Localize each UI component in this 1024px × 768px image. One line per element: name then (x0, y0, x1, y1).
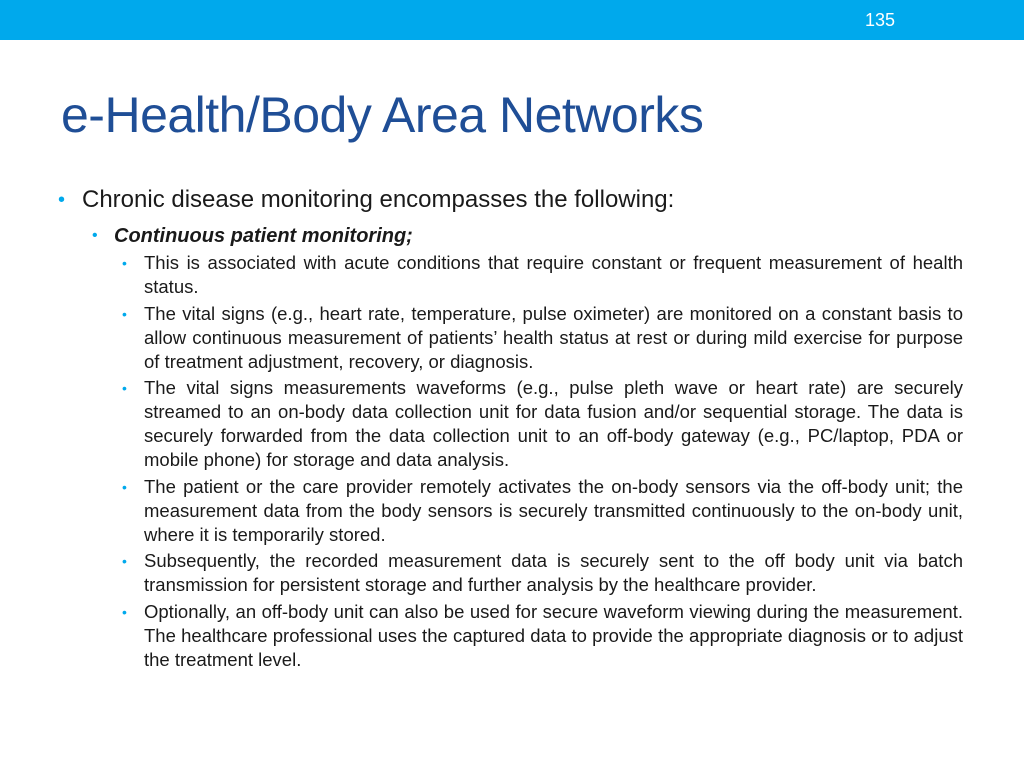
bullet-dot-icon: • (92, 227, 98, 244)
list-item (122, 475, 963, 547)
bullet-dot-icon: • (122, 553, 127, 569)
bullet-level2 (92, 223, 413, 249)
bullet-dot-icon: • (122, 603, 127, 620)
bullet-dot-icon: • (122, 380, 127, 396)
bullet-level1-text: Chronic disease monitoring encompasses the following: (82, 186, 675, 213)
slide-number: 135 (864, 10, 896, 30)
slide-title: e-Health/Body Area Networks (61, 87, 704, 143)
bullet-dot-icon: • (58, 189, 66, 211)
list-item-text: The vital signs measurements waveforms (e.g., pulse pleth wave or heart rate) are securely streamed to an on-body data collection unit for data fusion and/or sequential storage. The data is securely forwarded from the data collection unit to an off-body gateway (e.g., PC/laptop, PDA or mobile phone) for storage and data analysis. (144, 377, 963, 470)
bullet-dot-icon: • (122, 478, 127, 495)
list-item-text: The vital signs (e.g., heart rate, temperature, pulse oximeter) are monitored on a constant basis to allow continuous measurement of patients’ health status at rest or during mild exercise for purpose of treatment adjustment, recovery, or diagnosis. (144, 302, 963, 372)
bullet-level1 (58, 185, 675, 215)
list-item-text: Subsequently, the recorded measurement data is securely sent to the off body unit via batch transmission for persistent storage and further analysis by the healthcare provider. (144, 550, 963, 595)
list-item (122, 549, 963, 597)
list-item-text: The patient or the care provider remotely activates the on-body sensors via the off-body unit; the measurement data from the body sensors is securely transmitted continuously to the on-body unit, where it is temporarily stored. (144, 475, 963, 545)
bullet-level3-list (122, 251, 963, 674)
list-item (122, 251, 963, 299)
list-item-text: This is associated with acute conditions that require constant or frequent measurement of health status. (144, 252, 963, 297)
list-item-text: Optionally, an off-body unit can also be used for secure waveform viewing during the measurement. The healthcare professional uses the captured data to provide the appropriate diagnosis or to adjust the treatment level. (144, 600, 963, 670)
list-item (122, 376, 963, 472)
bullet-dot-icon: • (122, 305, 127, 322)
list-item (122, 600, 963, 672)
bullet-dot-icon: • (122, 255, 127, 271)
list-item (122, 302, 963, 374)
bullet-level2-text: Continuous patient monitoring; (114, 225, 413, 247)
